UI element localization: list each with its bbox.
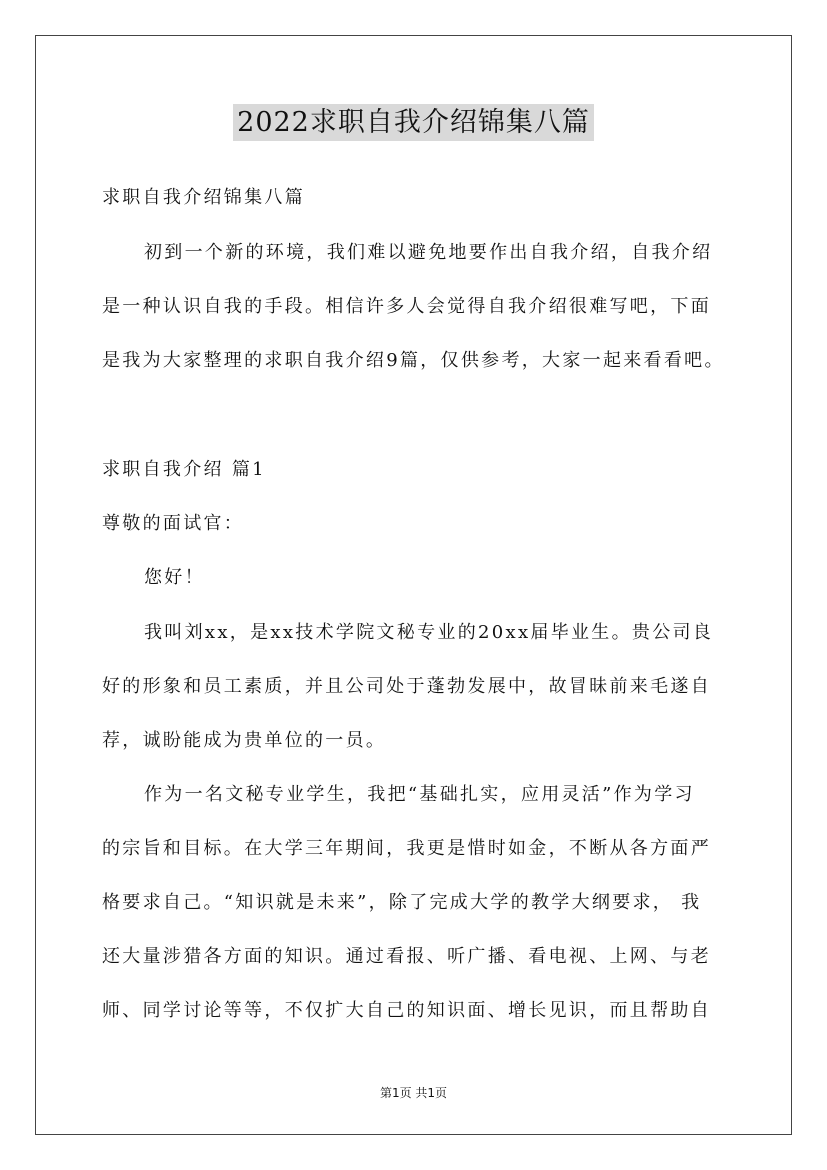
paragraph-line: 作为一名文秘专业学生，我把“基础扎实，应用灵活”作为学习	[144, 784, 695, 805]
paragraph-line: 师、同学讨论等等，不仅扩大自己的知识面、增长见识，而且帮助自	[102, 1000, 711, 1021]
intro-line: 是一种认识自我的手段。相信许多人会觉得自我介绍很难写吧，下面	[102, 296, 711, 317]
page-footer: 第1页 共1页	[379, 1086, 448, 1100]
intro-line: 初到一个新的环境，我们难以避免地要作出自我介绍，自我介绍	[144, 242, 713, 263]
paragraph-line: 格要求自己。“知识就是未来”，除了完成大学的教学大纲要求， 我	[102, 892, 702, 913]
greeting: 您好！	[144, 567, 205, 588]
section-heading: 求职自我介绍 篇1	[102, 459, 266, 480]
salutation: 尊敬的面试官：	[102, 513, 245, 534]
paragraph-line: 还大量涉猎各方面的知识。通过看报、听广播、看电视、上网、与老	[102, 946, 711, 967]
paragraph-line: 好的形象和员工素质，并且公司处于蓬勃发展中，故冒昧前来毛遂自	[102, 676, 711, 697]
paragraph-line: 我叫刘xx，是xx技术学院文秘专业的20xx届毕业生。贵公司良	[144, 622, 714, 643]
document-subtitle: 求职自我介绍锦集八篇	[102, 187, 305, 208]
document-title: 2022求职自我介绍锦集八篇	[0, 100, 827, 139]
intro-line: 是我为大家整理的求职自我介绍9篇，仅供参考，大家一起来看看吧。	[102, 350, 725, 371]
paragraph-line: 的宗旨和目标。在大学三年期间，我更是惜时如金，不断从各方面严	[102, 838, 711, 859]
paragraph-line: 荐，诚盼能成为贵单位的一员。	[102, 730, 387, 751]
